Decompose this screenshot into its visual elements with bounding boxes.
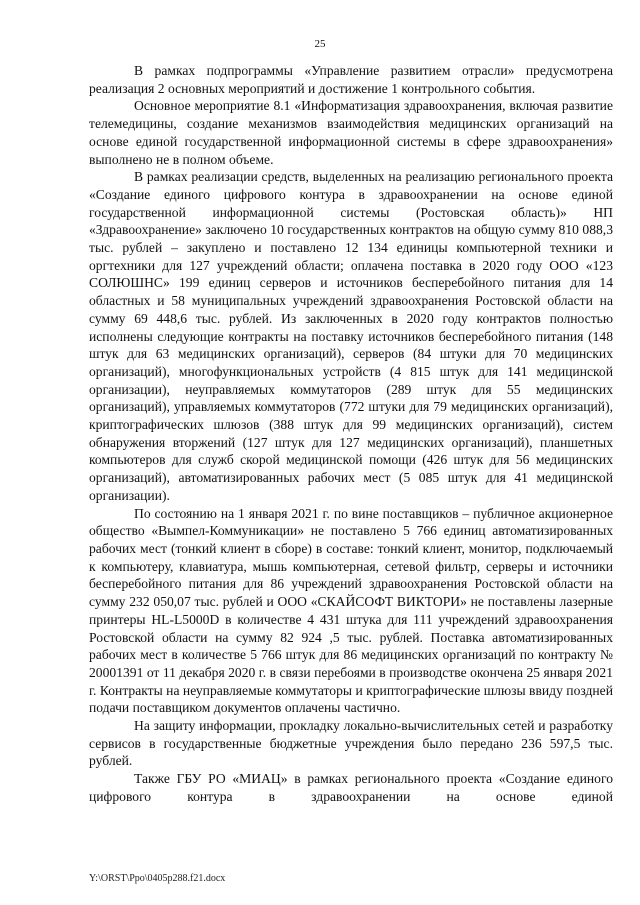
- paragraph-miac: Также ГБУ РО «МИАЦ» в рамках регионального проекта «Создание единого цифрового контура в здравоохранении на основе единой: [89, 771, 613, 804]
- paragraph-regional-project: В рамках реализации средств, выделенных на реализацию регионального проекта «Создание единого цифрового контура в здравоохранении на основе единой государственной информационной системы (Ростовская область)» НП «Здравоохранение» заключено 10 государственных контрактов на общую сумму 810 088,3 тыс. рублей – закуплено и поставлено 12 134 единицы компьютерной техники и оргтехники для 127 учреждений области; оплачена поставка в 2020 году ООО «123 СОЛЮШНС» 199 единиц серверов и источников бесперебойного питания для 14 областных и 58 муниципальных учреждений здравоохранения Ростовской области на сумму 69 448,6 тыс. рублей. Из заключенных в 2020 году контрактов полностью исполнены следующие контракты на поставку источников бесперебойного питания (148 штук для 63 медицинских организаций), серверов (84 штуки для 70 медицинских организаций), многофункциональных устройств (4 815 штук для 141 медицинской организации), неуправляемых коммутаторов (289 штук для 55 медицинских организаций), управляемых коммутаторов (772 штуки для 79 медицинских организаций), криптографических шлюзов (388 штук для 99 медицинских организаций), систем обнаружения вторжений (127 штук для 127 медицинских организаций), планшетных компьютеров для служб скорой медицинской помощи (426 штук для 56 медицинских организаций), автоматизированных рабочих мест (5 085 штук для 41 медицинской организации).: [89, 169, 613, 503]
- paragraph-subprogram: В рамках подпрограммы «Управление развитием отрасли» предусмотрена реализация 2 основных мероприятий и достижение 1 контрольного события.: [89, 63, 613, 96]
- footer-file-path: Y:\ORST\Ppo\0405p288.f21.docx: [89, 873, 226, 884]
- paragraph-main-activity: Основное мероприятие 8.1 «Информатизация здравоохранения, включая развитие телемедицины, создание механизмов взаимодействия медицинских организаций на основе единой государственной информационной системы в сфере здравоохранения» выполнено не в полном объеме.: [89, 98, 613, 167]
- document-body: [89, 62, 613, 806]
- page-number: 25: [314, 38, 326, 50]
- paragraph-supplier-delays: По состоянию на 1 января 2021 г. по вине поставщиков – публичное акционерное общество «Вымпел-Коммуникации» не поставлено 5 766 единиц автоматизированных рабочих мест (тонкий клиент в сборе) в составе: тонкий клиент, монитор, подключаемый к компьютеру, клавиатура, мышь компьютерная, сетевой фильтр, серверы и источники бесперебойного питания для 86 учреждений здравоохранения Ростовской области на сумму 232 050,07 тыс. рублей и ООО «СКАЙСОФТ ВИКТОРИ» не поставлены лазерные принтеры HL-L5000D в количестве 4 431 штука для 111 учреждений здравоохранения Ростовской области на сумму 82 924 ,5 тыс. рублей. Поставка автоматизированных рабочих мест в количестве 5 766 штук для 86 медицинских организаций по контракту № 20001391 от 11 декабря 2020 г. в связи перебоями в производстве окончена 25 января 2021 г. Контракты на неуправляемые коммутаторы и криптографические шлюзы ввиду поздней подачи поставщиком документов оплачены частично.: [89, 505, 613, 716]
- paragraph-information-security: На защиту информации, прокладку локально-вычислительных сетей и разработку сервисов в государственные бюджетные учреждения было передано 236 597,5 тыс. рублей.: [89, 718, 613, 769]
